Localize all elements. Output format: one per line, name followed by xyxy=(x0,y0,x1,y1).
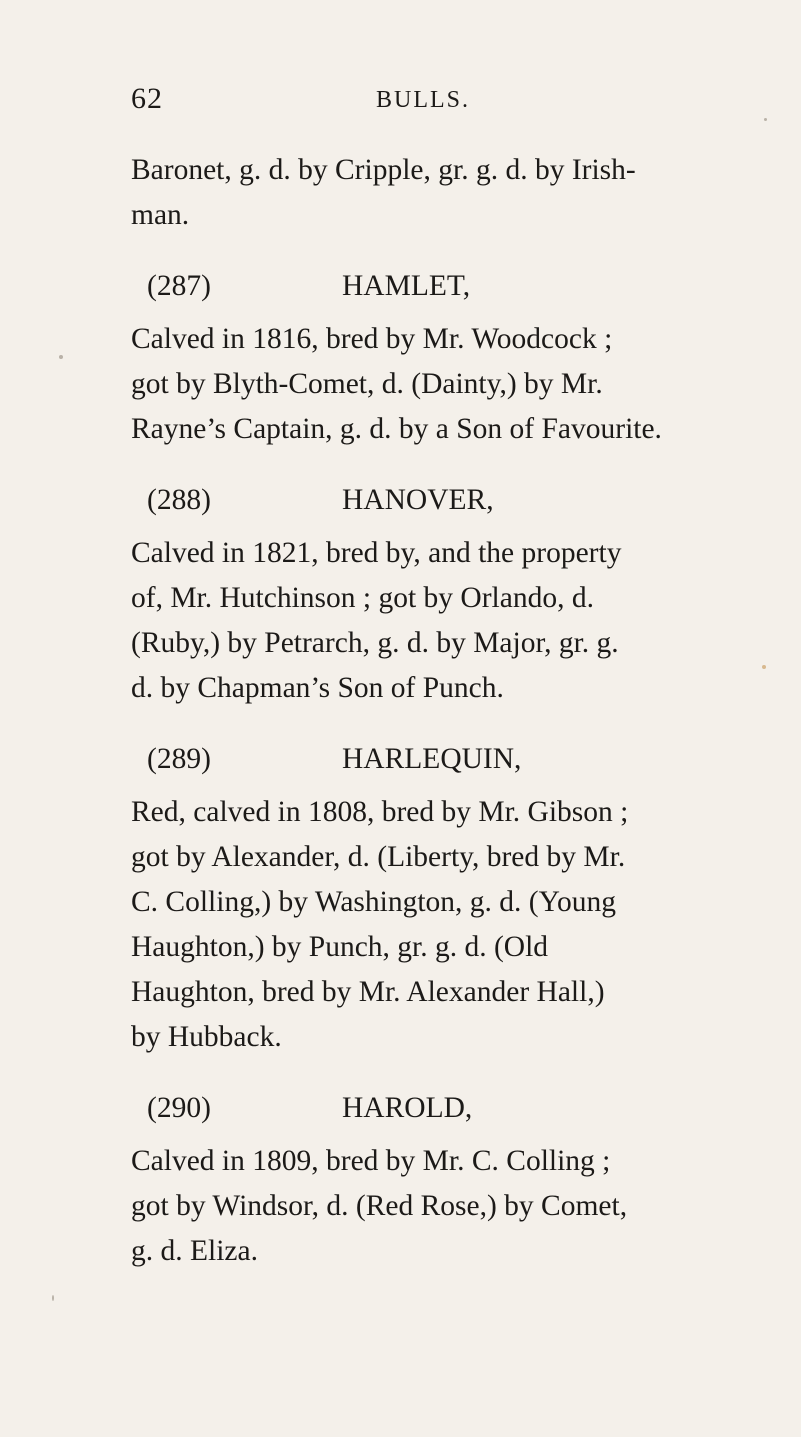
entry-number: (288) xyxy=(147,484,211,516)
text-line: of, Mr. Hutchinson ; got by Orlando, d. xyxy=(131,582,594,614)
running-title: BULLS. xyxy=(376,87,471,113)
paper-speck xyxy=(762,665,766,669)
entry-text xyxy=(131,531,716,711)
paper-speck xyxy=(764,118,767,121)
text-line: d. by Chapman’s Son of Punch. xyxy=(131,672,504,704)
entry-heading xyxy=(131,737,716,782)
text-line: Calved in 1821, bred by, and the property xyxy=(131,537,622,569)
entry-number: (287) xyxy=(147,270,211,302)
text-line: Calved in 1816, bred by Mr. Woodcock ; xyxy=(131,323,613,355)
text-line: got by Blyth-Comet, d. (Dainty,) by Mr. xyxy=(131,368,603,400)
text-line: (Ruby,) by Petrarch, g. d. by Major, gr. g. xyxy=(131,627,619,659)
running-head xyxy=(131,82,711,122)
body-text xyxy=(131,148,716,1274)
text-line: g. d. Eliza. xyxy=(131,1235,258,1267)
entry-289 xyxy=(131,737,716,1060)
text-line: C. Colling,) by Washington, g. d. (Young xyxy=(131,886,616,918)
page-number: 62 xyxy=(131,82,163,115)
continuation-paragraph xyxy=(131,148,716,238)
entry-name: HARLEQUIN, xyxy=(342,743,522,775)
entry-heading xyxy=(131,1086,716,1131)
text-line: got by Windsor, d. (Red Rose,) by Comet, xyxy=(131,1190,628,1222)
entry-name: HAMLET, xyxy=(342,270,471,302)
text-line: Calved in 1809, bred by Mr. C. Colling ; xyxy=(131,1145,611,1177)
entry-text xyxy=(131,1139,716,1274)
entry-number: (289) xyxy=(147,743,211,775)
text-line: Red, calved in 1808, bred by Mr. Gibson ; xyxy=(131,796,629,828)
entry-heading xyxy=(131,264,716,309)
entry-text xyxy=(131,790,716,1060)
text-line: got by Alexander, d. (Liberty, bred by Mr. xyxy=(131,841,626,873)
entry-287 xyxy=(131,264,716,452)
entry-290 xyxy=(131,1086,716,1274)
text-line: Rayne’s Captain, g. d. by a Son of Favourite. xyxy=(131,413,662,445)
entry-text xyxy=(131,317,716,452)
entry-name: HAROLD, xyxy=(342,1092,473,1124)
entry-heading xyxy=(131,478,716,523)
paper-speck xyxy=(59,355,63,359)
text-line: Haughton, bred by Mr. Alexander Hall,) xyxy=(131,976,605,1008)
entry-number: (290) xyxy=(147,1092,211,1124)
entry-288 xyxy=(131,478,716,711)
text-line: by Hubback. xyxy=(131,1021,282,1053)
entry-name: HANOVER, xyxy=(342,484,494,516)
paper-speck xyxy=(52,1295,54,1301)
text-line: Haughton,) by Punch, gr. g. d. (Old xyxy=(131,931,549,963)
text-line: Baronet, g. d. by Cripple, gr. g. d. by Irish- xyxy=(131,154,636,186)
text-line: man. xyxy=(131,199,190,231)
